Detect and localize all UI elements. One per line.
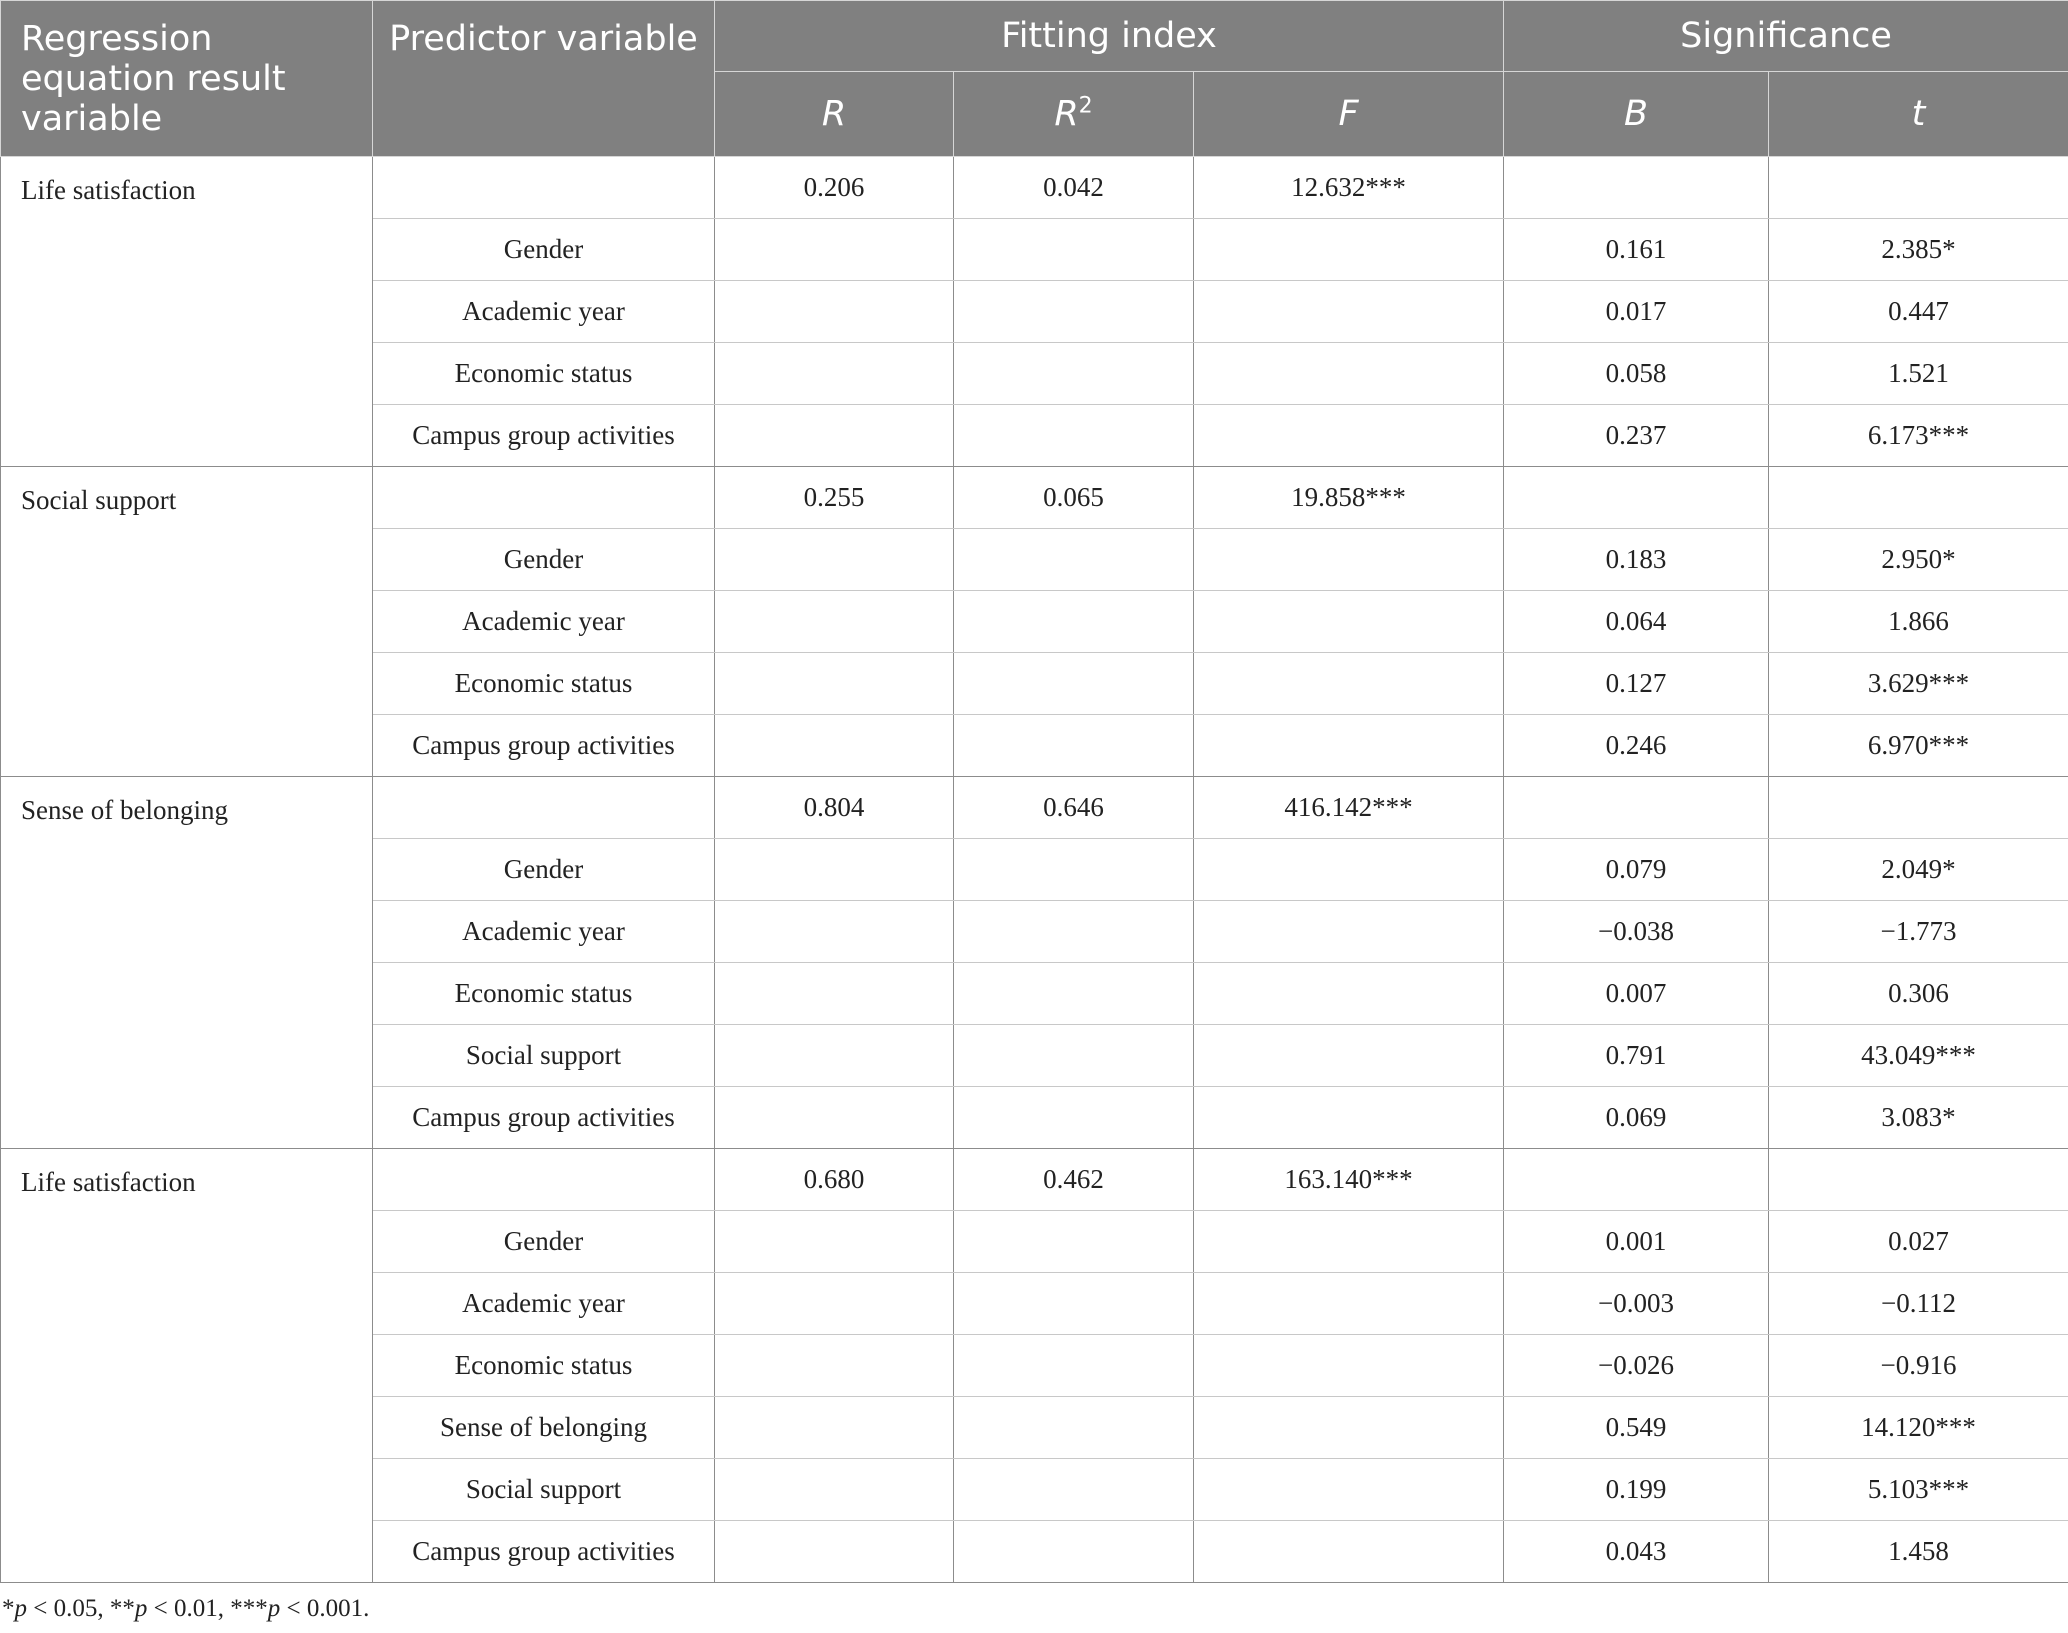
f-value-cell (1194, 1211, 1504, 1273)
r-squared-value-cell (954, 1397, 1194, 1459)
r-value-cell: 0.206 (715, 157, 954, 219)
r-squared-value-cell (954, 1025, 1194, 1087)
f-value-cell (1194, 281, 1504, 343)
r-squared-value-cell (954, 653, 1194, 715)
f-value-cell (1194, 1521, 1504, 1583)
b-value-cell: 0.237 (1504, 405, 1769, 467)
predictor-name-cell: Economic status (373, 1335, 715, 1397)
r-value-cell (715, 1521, 954, 1583)
f-value-cell (1194, 963, 1504, 1025)
b-value-cell: 0.001 (1504, 1211, 1769, 1273)
t-value-cell: 1.866 (1769, 591, 2068, 653)
footnote-text: < 0.001. (280, 1595, 370, 1622)
r-value-cell (715, 901, 954, 963)
r-value-cell: 0.680 (715, 1149, 954, 1211)
r-value-cell (715, 653, 954, 715)
predictor-name-cell: Campus group activities (373, 1521, 715, 1583)
r-squared-value-cell (954, 963, 1194, 1025)
t-value-cell: 6.970*** (1769, 715, 2068, 777)
t-value-cell (1769, 467, 2068, 529)
r-squared-value-cell (954, 1335, 1194, 1397)
b-value-cell (1504, 467, 1769, 529)
r-value-cell (715, 591, 954, 653)
f-value-cell (1194, 715, 1504, 777)
equation-summary-row (1, 157, 2068, 219)
b-value-cell: −0.038 (1504, 901, 1769, 963)
r-value-cell (715, 963, 954, 1025)
predictor-name-cell: Academic year (373, 901, 715, 963)
t-value-cell: −1.773 (1769, 901, 2068, 963)
t-value-cell: 3.629*** (1769, 653, 2068, 715)
r-squared-value-cell (954, 715, 1194, 777)
t-value-cell: −0.112 (1769, 1273, 2068, 1335)
r-squared-value-cell (954, 1087, 1194, 1149)
r-squared-value-cell (954, 1459, 1194, 1521)
predictor-name-cell: Social support (373, 1459, 715, 1521)
r-value-cell (715, 529, 954, 591)
r-value-cell (715, 1335, 954, 1397)
equation-summary-row (1, 777, 2068, 839)
predictor-name-cell: Gender (373, 219, 715, 281)
b-value-cell: 0.161 (1504, 219, 1769, 281)
r-value-cell (715, 1397, 954, 1459)
r-value-cell: 0.804 (715, 777, 954, 839)
r-value-cell (715, 1459, 954, 1521)
b-value-cell: 0.069 (1504, 1087, 1769, 1149)
t-value-cell: 3.083* (1769, 1087, 2068, 1149)
header-r-squared (954, 72, 1194, 157)
b-value-cell (1504, 1149, 1769, 1211)
f-value-cell (1194, 1397, 1504, 1459)
r-value-cell (715, 839, 954, 901)
footnote-text: < 0.01, *** (147, 1595, 268, 1622)
predictor-name-cell: Gender (373, 529, 715, 591)
header-significance: Significance (1504, 1, 2068, 72)
t-value-cell (1769, 157, 2068, 219)
r-squared-value-cell: 0.646 (954, 777, 1194, 839)
t-value-cell: 0.027 (1769, 1211, 2068, 1273)
f-value-cell (1194, 219, 1504, 281)
t-value-cell: −0.916 (1769, 1335, 2068, 1397)
t-value-cell: 43.049*** (1769, 1025, 2068, 1087)
b-value-cell: 0.791 (1504, 1025, 1769, 1087)
predictor-name-cell: Gender (373, 839, 715, 901)
r-value-cell (715, 281, 954, 343)
b-value-cell (1504, 777, 1769, 839)
f-value-cell (1194, 1273, 1504, 1335)
r-squared-value-cell (954, 405, 1194, 467)
header-r-squared-exponent: 2 (1078, 93, 1093, 119)
b-value-cell: 0.043 (1504, 1521, 1769, 1583)
t-value-cell: 2.950* (1769, 529, 2068, 591)
r-squared-value-cell (954, 343, 1194, 405)
t-value-cell (1769, 1149, 2068, 1211)
header-r: R (715, 72, 954, 157)
predictor-name-cell: Sense of belonging (373, 1397, 715, 1459)
equation-summary-row (1, 467, 2068, 529)
predictor-name-cell: Economic status (373, 963, 715, 1025)
b-value-cell: 0.064 (1504, 591, 1769, 653)
header-b: B (1504, 72, 1769, 157)
footnote-p-symbol: p (134, 1595, 148, 1622)
b-value-cell: −0.026 (1504, 1335, 1769, 1397)
predictor-cell (373, 1149, 715, 1211)
r-value-cell (715, 343, 954, 405)
predictor-name-cell: Campus group activities (373, 1087, 715, 1149)
predictor-cell (373, 157, 715, 219)
r-squared-value-cell (954, 591, 1194, 653)
f-value-cell (1194, 1025, 1504, 1087)
b-value-cell (1504, 157, 1769, 219)
header-r-squared-base: R (1054, 94, 1079, 134)
t-value-cell: 0.447 (1769, 281, 2068, 343)
b-value-cell: 0.246 (1504, 715, 1769, 777)
outcome-variable-cell: Sense of belonging (1, 777, 373, 1149)
table-footnote (2, 1595, 369, 1623)
predictor-name-cell: Economic status (373, 343, 715, 405)
outcome-variable-cell: Social support (1, 467, 373, 777)
r-squared-value-cell (954, 529, 1194, 591)
footnote-text: * (2, 1595, 15, 1622)
predictor-cell (373, 467, 715, 529)
f-value-cell (1194, 343, 1504, 405)
predictor-name-cell: Campus group activities (373, 715, 715, 777)
f-value-cell (1194, 901, 1504, 963)
r-squared-value-cell (954, 281, 1194, 343)
predictor-cell (373, 777, 715, 839)
f-value-cell: 19.858*** (1194, 467, 1504, 529)
header-t: t (1769, 72, 2068, 157)
table-header (1, 1, 2068, 157)
footnote-p-symbol: p (267, 1595, 281, 1622)
footnote-text: < 0.05, ** (27, 1595, 135, 1622)
r-value-cell (715, 1025, 954, 1087)
b-value-cell: 0.058 (1504, 343, 1769, 405)
footnote-p-symbol: p (14, 1595, 27, 1622)
t-value-cell: 2.385* (1769, 219, 2068, 281)
f-value-cell (1194, 1335, 1504, 1397)
r-squared-value-cell (954, 1273, 1194, 1335)
r-squared-value-cell: 0.065 (954, 467, 1194, 529)
predictor-name-cell: Academic year (373, 591, 715, 653)
header-outcome-variable: Regression equation result variable (1, 1, 373, 157)
predictor-name-cell: Social support (373, 1025, 715, 1087)
r-value-cell (715, 1211, 954, 1273)
r-value-cell (715, 715, 954, 777)
b-value-cell: 0.199 (1504, 1459, 1769, 1521)
b-value-cell: 0.017 (1504, 281, 1769, 343)
predictor-name-cell: Campus group activities (373, 405, 715, 467)
r-squared-value-cell (954, 1211, 1194, 1273)
b-value-cell: −0.003 (1504, 1273, 1769, 1335)
b-value-cell: 0.549 (1504, 1397, 1769, 1459)
t-value-cell: 1.458 (1769, 1521, 2068, 1583)
t-value-cell: 2.049* (1769, 839, 2068, 901)
header-f: F (1194, 72, 1504, 157)
r-squared-value-cell (954, 219, 1194, 281)
r-value-cell (715, 405, 954, 467)
t-value-cell: 6.173*** (1769, 405, 2068, 467)
b-value-cell: 0.127 (1504, 653, 1769, 715)
f-value-cell (1194, 1087, 1504, 1149)
f-value-cell (1194, 405, 1504, 467)
r-value-cell (715, 1087, 954, 1149)
r-value-cell: 0.255 (715, 467, 954, 529)
r-value-cell (715, 219, 954, 281)
t-value-cell (1769, 777, 2068, 839)
t-value-cell: 5.103*** (1769, 1459, 2068, 1521)
t-value-cell: 1.521 (1769, 343, 2068, 405)
predictor-name-cell: Academic year (373, 281, 715, 343)
b-value-cell: 0.183 (1504, 529, 1769, 591)
b-value-cell: 0.079 (1504, 839, 1769, 901)
f-value-cell (1194, 591, 1504, 653)
r-value-cell (715, 1273, 954, 1335)
t-value-cell: 0.306 (1769, 963, 2068, 1025)
r-squared-value-cell (954, 1521, 1194, 1583)
f-value-cell (1194, 529, 1504, 591)
r-squared-value-cell: 0.462 (954, 1149, 1194, 1211)
outcome-variable-cell: Life satisfaction (1, 1149, 373, 1583)
predictor-name-cell: Academic year (373, 1273, 715, 1335)
r-squared-value-cell (954, 839, 1194, 901)
f-value-cell: 12.632*** (1194, 157, 1504, 219)
t-value-cell: 14.120*** (1769, 1397, 2068, 1459)
r-squared-value-cell: 0.042 (954, 157, 1194, 219)
predictor-name-cell: Economic status (373, 653, 715, 715)
f-value-cell: 163.140*** (1194, 1149, 1504, 1211)
b-value-cell: 0.007 (1504, 963, 1769, 1025)
f-value-cell: 416.142*** (1194, 777, 1504, 839)
f-value-cell (1194, 653, 1504, 715)
predictor-name-cell: Gender (373, 1211, 715, 1273)
header-fitting-index: Fitting index (715, 1, 1504, 72)
equation-summary-row (1, 1149, 2068, 1211)
header-predictor-variable: Predictor variable (373, 1, 715, 157)
f-value-cell (1194, 1459, 1504, 1521)
f-value-cell (1194, 839, 1504, 901)
outcome-variable-cell: Life satisfaction (1, 157, 373, 467)
r-squared-value-cell (954, 901, 1194, 963)
table-body (1, 157, 2068, 1583)
